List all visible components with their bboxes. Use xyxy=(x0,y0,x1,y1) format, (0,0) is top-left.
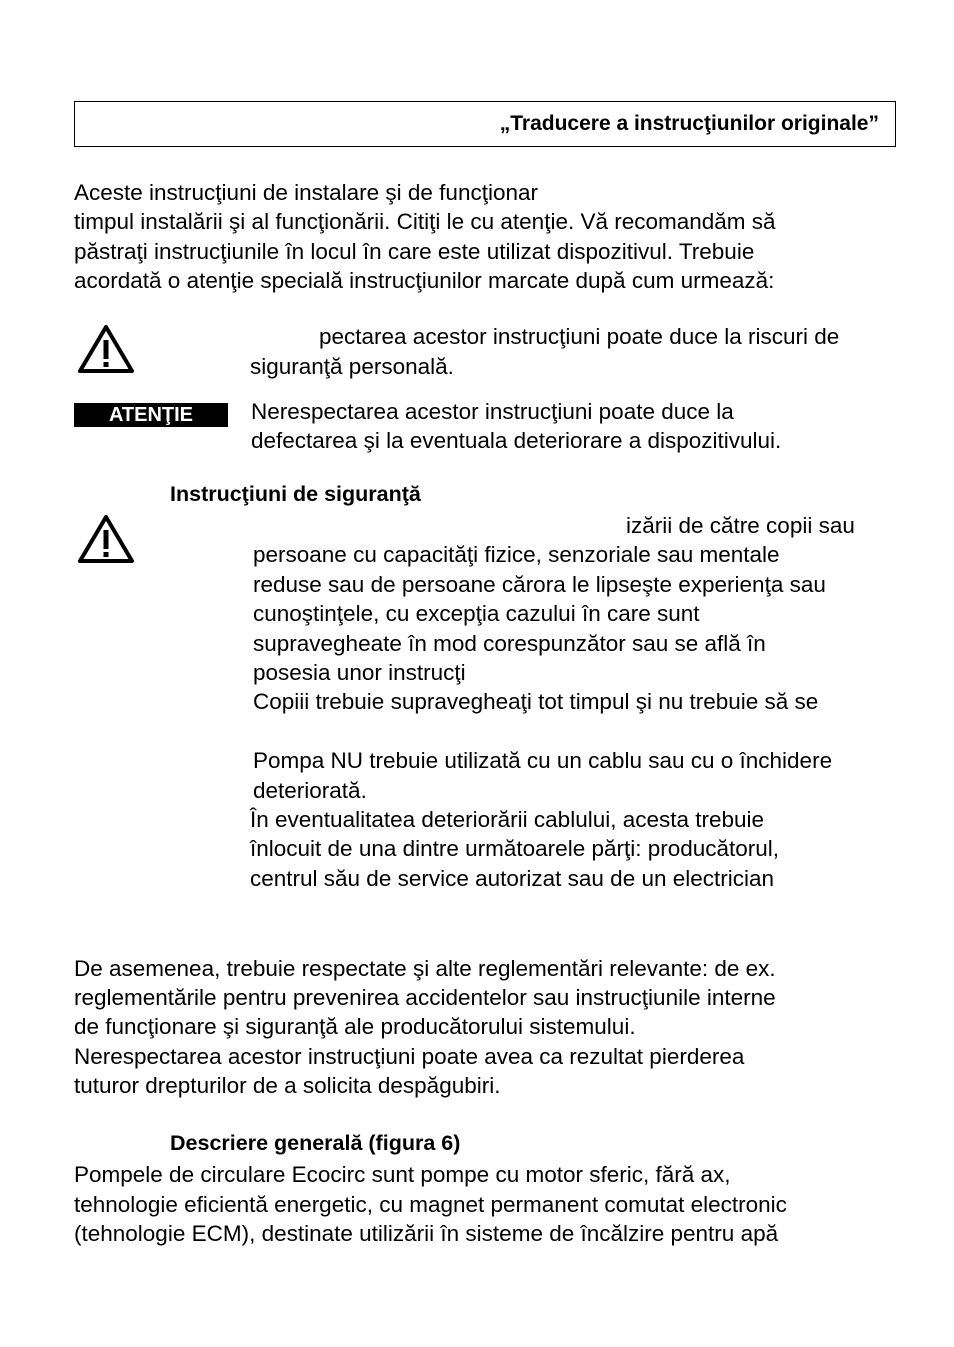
warning-triangle-icon xyxy=(76,513,136,565)
intro-line: păstraţi instrucţiunile în locul în care este utilizat dispozitivul. Trebuie xyxy=(74,239,755,264)
safety-line: Copiii trebuie supravegheaţi tot timpul şi nu trebuie să se xyxy=(253,689,819,714)
safety-line: centrul său de service autorizat sau de un electrician xyxy=(250,866,775,891)
safety-line: posesia unor instrucţi xyxy=(253,660,466,685)
safety-line: cunoştinţele, cu excepţia cazului în care sunt xyxy=(253,601,700,626)
safety-line: În eventualitatea deteriorării cablului, acesta trebuie xyxy=(250,807,765,832)
header-box xyxy=(74,101,896,147)
regulations-line: Nerespectarea acestor instrucţiuni poate avea ca rezultat pierderea xyxy=(74,1044,745,1069)
description-line: tehnologie eficientă energetic, cu magnet permanent comutat electronic xyxy=(74,1192,787,1217)
safety-line: deteriorată. xyxy=(253,778,367,803)
description-line: (tehnologie ECM), destinate utilizării în sisteme de încălzire pentru apă xyxy=(74,1221,779,1246)
atentie-note-line: Nerespectarea acestor instrucţiuni poate duce la xyxy=(251,399,734,424)
regulations-line: de funcţionare şi siguranţă ale producătorului sistemului. xyxy=(74,1014,636,1039)
danger-note-line: siguranţă personală. xyxy=(250,354,454,379)
safety-line: persoane cu capacităţi fizice, senzoriale sau mentale xyxy=(253,542,780,567)
intro-line: Aceste instrucţiuni de instalare şi de funcţionar xyxy=(74,180,538,205)
safety-line: reduse sau de persoane cărora le lipseşte experienţa sau xyxy=(253,572,826,597)
regulations-line: tuturor drepturilor de a solicita despăgubiri. xyxy=(74,1073,501,1098)
safety-heading: Instrucţiuni de siguranţă xyxy=(170,482,421,506)
atentie-note-line: defectarea şi la eventuala deteriorare a dispozitivului. xyxy=(251,428,782,453)
danger-note-line: pectarea acestor instrucţiuni poate duce la riscuri de xyxy=(319,324,840,349)
safety-line: izării de către copii sau xyxy=(626,513,855,538)
regulations-line: reglementările pentru prevenirea accidentelor sau instrucţiunile interne xyxy=(74,985,776,1010)
safety-line: supravegheate în mod corespunzător sau se află în xyxy=(253,631,766,656)
regulations-line: De asemenea, trebuie respectate şi alte reglementări relevante: de ex. xyxy=(74,956,776,981)
warning-triangle-icon xyxy=(76,323,136,375)
atentie-badge: ATENŢIE xyxy=(74,403,228,427)
intro-line: acordată o atenţie specială instrucţiunilor marcate după cum urmează: xyxy=(74,268,775,293)
description-line: Pompele de circulare Ecocirc sunt pompe cu motor sferic, fără ax, xyxy=(74,1162,731,1187)
general-description-heading: Descriere generală (figura 6) xyxy=(170,1131,461,1155)
safety-line: înlocuit de una dintre următoarele părţi: producătorul, xyxy=(250,836,780,861)
safety-line: Pompa NU trebuie utilizată cu un cablu sau cu o închidere xyxy=(253,748,833,773)
intro-line: timpul instalării şi al funcţionării. Citiţi le cu atenţie. Vă recomandăm să xyxy=(74,209,776,234)
document-title: „Traducere a instrucţiunilor originale” xyxy=(499,112,879,135)
